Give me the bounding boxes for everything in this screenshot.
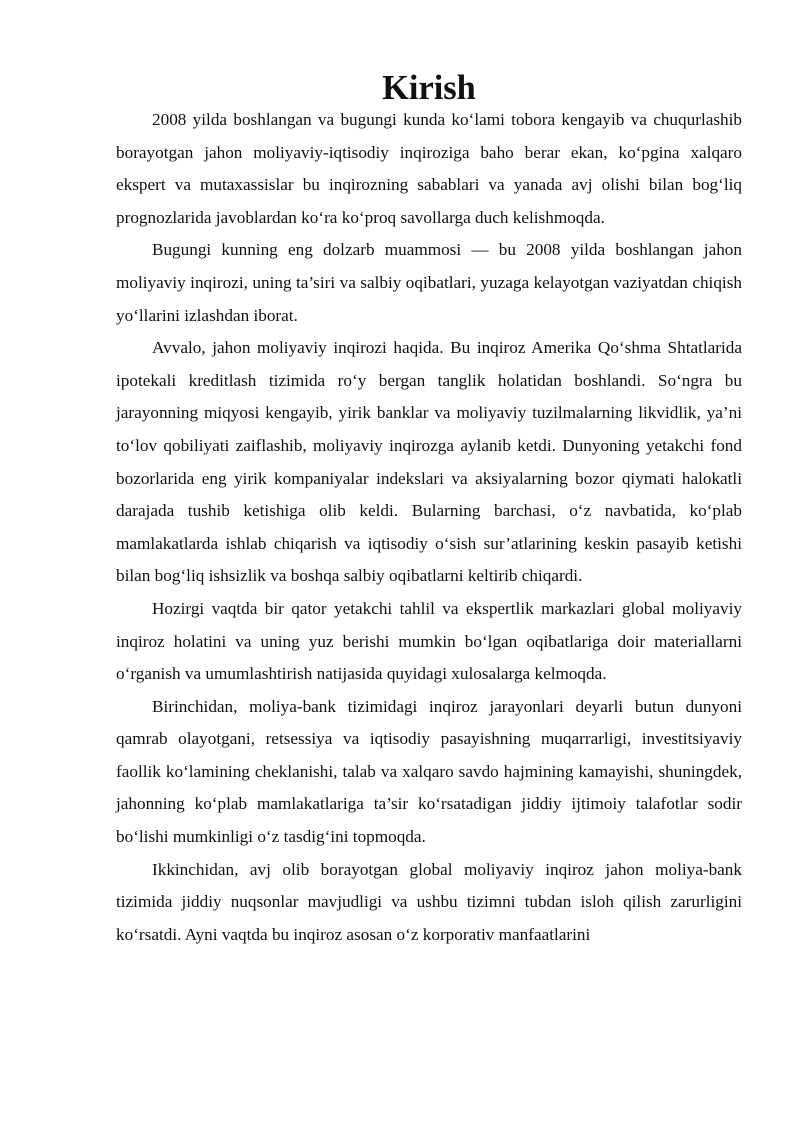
document-title: Kirish [382, 69, 476, 107]
paragraph-6: Ikkinchidan, avj olib borayotgan global moliyaviy inqiroz jahon moliya-bank tizimida jiddiy nuqsonlar mavjudligi va ushbu tizimni tubdan isloh qilish zarurligini ko‘rsatdi. Ayni vaqtda bu inqiroz asosan o‘z korporativ manfaatlarini [116, 859, 742, 944]
paragraph-1: 2008 yilda boshlangan va bugungi kunda ko‘lami tobora kengayib va chuqurlashib borayotgan jahon moliyaviy-iqtisodiy inqiroziga baho berar ekan, ko‘pgina xalqaro ekspert va mutaxassislar bu inqirozning sabablari va yanada avj olishi bilan bog‘liq prognozlarida javoblardan ko‘ra ko‘proq savollarga duch kelishmoqda. [116, 110, 742, 227]
paragraph-3: Avvalo, jahon moliyaviy inqirozi haqida. Bu inqiroz Amerika Qo‘shma Shtatlarida ipotekali kreditlash tizimida ro‘y bergan tanglik holatidan boshlandi. So‘ngra bu jarayonning miqyosi kengayib, yirik banklar va moliyaviy tuzilmalarning likvidlik, ya’ni to‘lov qobiliyati zaiflashib, moliyaviy inqirozga aylanib ketdi. Dunyoning yetakchi fond bozorlarida eng yirik kompaniyalar indekslari va aksiyalarning bozor qiymati halokatli darajada tushib ketishiga olib keldi. Bularning barchasi, o‘z navbatida, ko‘plab mamlakatlarda ishlab chiqarish va iqtisodiy o‘sish sur’atlarining keskin pasayib ketishi bilan bog‘liq ishsizlik va boshqa salbiy oqibatlarni keltirib chiqardi. [116, 338, 742, 586]
paragraph-2: Bugungi kunning eng dolzarb muammosi — bu 2008 yilda boshlangan jahon moliyaviy inqirozi, uning ta’siri va salbiy oqibatlari, yuzaga kelayotgan vaziyatdan chiqish yo‘llarini izlashdan iborat. [116, 240, 742, 325]
paragraph-4: Hozirgi vaqtda bir qator yetakchi tahlil va ekspertlik markazlari global moliyaviy inqiroz holatini va uning yuz berishi mumkin bo‘lgan oqibatlariga doir materiallarni o‘rganish va umumlashtirish natijasida quyidagi xulosalarga kelmoqda. [116, 598, 742, 684]
paragraph-5: Birinchidan, moliya-bank tizimidagi inqiroz jarayonlari deyarli butun dunyoni qamrab olayotgani, retsessiya va iqtisodiy pasayishning muqarrarligi, investitsiyaviy faollik ko‘lamining cheklanishi, talab va xalqaro savdo hajmining kamayishi, shuningdek, jahonning ko‘plab mamlakatlariga ta’sir ko‘rsatadigan jiddiy ijtimoiy talafotlar sodir bo‘lishi mumkinligi o‘z tasdig‘ini topmoqda. [116, 696, 742, 847]
